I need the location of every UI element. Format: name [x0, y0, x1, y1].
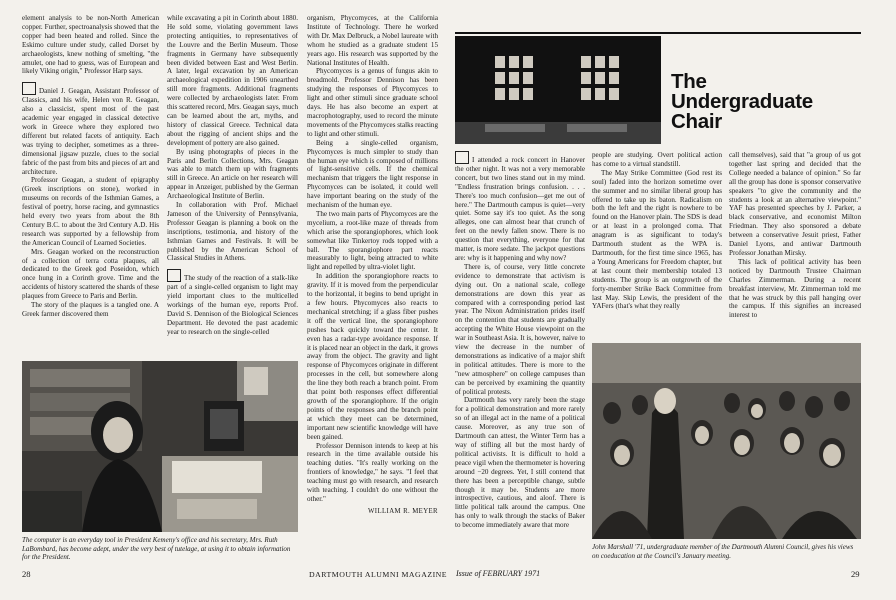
section-title	[671, 72, 813, 132]
issue-line: Issue of FEBRUARY 1971	[456, 569, 541, 578]
left-photo-caption: The computer is an everyday tool in President Kemeny's office and his secretary, Mrs. Ruth LaBombard, has become adept, under the very best of tutelage, at using it to obtain information for the President.	[22, 536, 291, 562]
office-photo-graphic	[22, 361, 298, 532]
section-marker	[22, 82, 36, 95]
left-column-3	[307, 14, 438, 554]
paragraph: There is, of course, very little concrete evidence to demonstrate that activism is dying out. On a national scale, college demonstrations are down this year as compared with a corresponding period last year. The Nixon Administration prides itself on the contention that students are gradually accepting the White House viewpoint on the war in Southeast Asia. It is, however, naive to view the decrease in the number of demonstrations as indicative of a major shift in political attitudes. There is more to the "new atmosphere" on college campuses than can be perceived by examining the quantity of political protests.	[455, 262, 585, 396]
left-column-1	[22, 14, 159, 366]
council-meeting-photo	[592, 343, 861, 539]
paragraph: Mrs. Geagan worked on the reconstruction of a collection of terra cotta plaques, all dedicated to the Greek god Poseidon, which once hung in a Corinth grove. Time and the accidents of history scattered the shards of these plaques from Greece to Paris and Berlin.	[22, 247, 159, 301]
byline: WILLIAM R. MEYER	[367, 507, 438, 515]
paragraph: The May Strike Committee (God rest its soul) faded into the horizon sometime over the summer and no similar liberal group has offered to take up its baton. Radicalism on both the left and the right is nowhere to be found on the Hanover plain. The SDS is dead or at least in a prolonged coma. That anagram is as significant to today's Dartmouth student as the WPA is. Dartmouth, for the first time since 1965, has a Young Americans for Freedom chapter, but at last count their membership totaled 13 students. The group is an outgrowth of the forty-member Strike Back Committee from last May. Skip Lewis, the president of the YAFers (that's what they really	[592, 168, 722, 311]
header-photo-graphic	[455, 36, 661, 144]
council-meeting-graphic	[592, 343, 861, 539]
paragraph: In collaboration with Prof. Michael Jameson of the University of Pennsylvania, Professor Geagan is planning a book on the inscriptions, testimonia, and history of the Isthmian Games and Festivals. It will be published by the American School of Classical Studies in Athens.	[167, 201, 298, 263]
title-line: Chair	[671, 110, 722, 133]
paragraph: people are studying. Overt political action has come to a virtual standstill.	[592, 151, 722, 168]
right-photo-caption: John Marshall '71, undergraduate member of the Dartmouth Alumni Council, gives his views on coeducation at the Council's January meeting.	[592, 543, 854, 560]
paragraph: The story of the plaques is a tangled one. A Greek farmer discovered them	[22, 301, 159, 318]
paragraph: Professor Dennison intends to keep at his research in the time available outside his teaching duties. "It's really working on the frontiers of knowledge," he says. "I feel that teaching must go with research, and research with teaching. I couldn't do one without the other."	[307, 441, 438, 503]
paragraph: The study of the reaction of a stalk-like part of a single-celled organism to light may yield important clues to the multicelled workings of the human eye, reports Prof. David S. Dennison of the Biological Sciences Department. He devoted the past academic year to research on the single-celled	[167, 269, 298, 336]
paragraph: I attended a rock concert in Hanover the other night. It was not a very memorable concert, but two lines stand out in my mind. "Endless frustration brings confusion. . . . There's too much confusion—get me out of here." The Dartmouth campus is quiet—very quiet. Some say it's too quiet. As the song alleges, one can almost hear that crunch of feet on the newly fallen snow. There is no question that everything, everyone for that matter, is more sedate. The jackpot questions are: why is it happening and why now?	[455, 151, 585, 263]
right-column-3	[729, 151, 861, 337]
paragraph: Phycomyces is a genus of fungus akin to breadmold. Professor Dennison has been studying the responses of Phycomyces to light and other stimuli since graduate school days. He has also become an expert at macrophotography, used to record the minute movements of the Phycomyces stalks reacting to light and other stimuli.	[307, 67, 438, 138]
header-photo	[455, 36, 661, 144]
paragraph: By using photographs of pieces in the Paris and Berlin Collections, Mrs. Geagan was able to match them up with fragments still in Greece. An article on her research will appear in Anzeiger, published by the German Archaeological Institute of Berlin.	[167, 147, 298, 201]
paragraph: element analysis to be non-North American copper. Further, spectroanalysis showed that the copper had been heated and rolled. Since the Eskimo culture under study, called Dorset by archaeologists, knew nothing of smelting, "the amulet, one had to guess, was of European and likely Viking origin," Professor Harp says.	[22, 14, 159, 76]
left-page-number: 28	[22, 569, 31, 579]
section-marker	[455, 151, 469, 164]
title-line: The	[671, 70, 707, 93]
section-marker	[167, 269, 181, 282]
paragraph: call themselves), said that "a group of us got together last spring and decided that the College needed a balance of opinion." So far all the group has done is sponsor conservative speakers "to give the community and the students a look at an alternative viewpoint." YAF has presented speeches by J. Parker, a black conservative, and economist Milton Friedman. They also sponsored a debate between a conservative Jesuit priest, Father Daniel Lyons, and antiwar Dartmouth Professor Jonathan Mirsky.	[729, 151, 861, 257]
right-page-number: 29	[851, 569, 860, 579]
paragraph: while excavating a pit in Corinth about 1880. He sold some, violating government laws protecting antiquities, to representatives of the Louvre and the Berlin Museum. Those fragments in Germany have subsequently been divided between East and West Berlin. A later, legal excavation by an American archaeological expedition in 1906 unearthed still more fragments. Additional fragments were collected by archaeologists later. From this scattered record, Mrs. Geagan says, much can be learned about the art, myths, and history of classical Greece. Technical data about the rigging of ancient ships and the development of pottery are also gained.	[167, 14, 298, 147]
paragraph: Daniel J. Geagan, Assistant Professor of Classics, and his wife, Helen von R. Geagan, also a classicist, spent most of the past academic year engaged in classical detective work in Greece where they explored two different but related facets of antiquity. Each was trying to decipher, sometimes as a three-dimensional jigsaw puzzle, clues to the social fabric of the past from bits and pieces of art and architecture.	[22, 82, 159, 176]
right-column-1	[455, 151, 585, 551]
magazine-name: DARTMOUTH ALUMNI MAGAZINE	[309, 570, 448, 579]
right-column-2	[592, 151, 722, 337]
title-line: Undergraduate	[671, 90, 813, 113]
paragraph: Being a single-celled organism, Phycomyces is much simpler to study than the human eye which is composed of millions of light-sensitive cells. If the chemical mechanism that triggers the light response in Phycomyces can be isolated, it could well have important bearing on the study of the mechanism of the human eye.	[307, 138, 438, 210]
paragraph: In addition the sporangiophore reacts to gravity. If it is moved from the perpendicular to the horizontal, it begins to bend upright in a few hours. Phycomyces also reacts to mechanical stretching; if a glass fiber pushes it off the vertical line, the sporangiophore pushes back quickly toward the center. It even has a radar-type avoidance response. If it is placed near an object in the dark, it grows away from the object. The gravity and light response of Phycomyces originate in different processes in the cell, but somewhere along the line they both reach a branch point. From that point both responses effect differential growth of the sporangiophore. If the origin points of the responses and the branch point at which they meet can be determined, important new scientific knowledge will have been gained.	[307, 272, 438, 441]
paragraph: This lack of political activity has been noticed by Dartmouth Trustee Chairman Charles Zimmerman. During a recent breakfast interview, Mr. Zimmerman told me that he was struck by this pall hanging over the campus. If this signifies an increased interest to	[729, 257, 861, 320]
left-column-2	[167, 14, 298, 358]
header-rule	[455, 32, 861, 34]
paragraph: Dartmouth has very rarely been the stage for a political demonstration and more rarely so of an illegal act in the name of a political cause. Moreover, as any true son of Dartmouth can attest, the Winter Term has a way of stifling all but the most hardy of political activists. It is difficult to hold a peace vigil when the thermometer is hovering around −20 degrees. Yet, I still contend that there has been a perceptible change, subtle though it may be. Students are more introspective, cautious, and aloof. There is little political talk around the campus. One has only to walk through the stacks of Baker to become immediately aware that more	[455, 396, 585, 530]
office-photo	[22, 361, 298, 532]
paragraph: organism, Phycomyces, at the California Institute of Technology. There he worked with Dr. Max Delbruck, a Nobel laureate with whom he studied as a graduate student 15 years ago. His research was supported by the National Institutes of Health.	[307, 14, 438, 67]
paragraph: The two main parts of Phycomyces are the mycelium, a root-like maze of threads from which arise the sporangiophores, which look somewhat like Tinkertoy rods topped with a ball. The sporangiophore part reacts measurably to light, being attracted to white light and repelled by ultra-violet light.	[307, 209, 438, 272]
paragraph: Professor Geagan, a student of epigraphy (Greek inscriptions on stone), worked in museums on records of the Isthmian Games, a festival of poetry, horse racing, and gymnastics held every two years from about the 8th Century B.C. to about the 3rd Century A.D. His research was supported by a fellowship from the American Council of Learned Societies.	[22, 176, 159, 247]
